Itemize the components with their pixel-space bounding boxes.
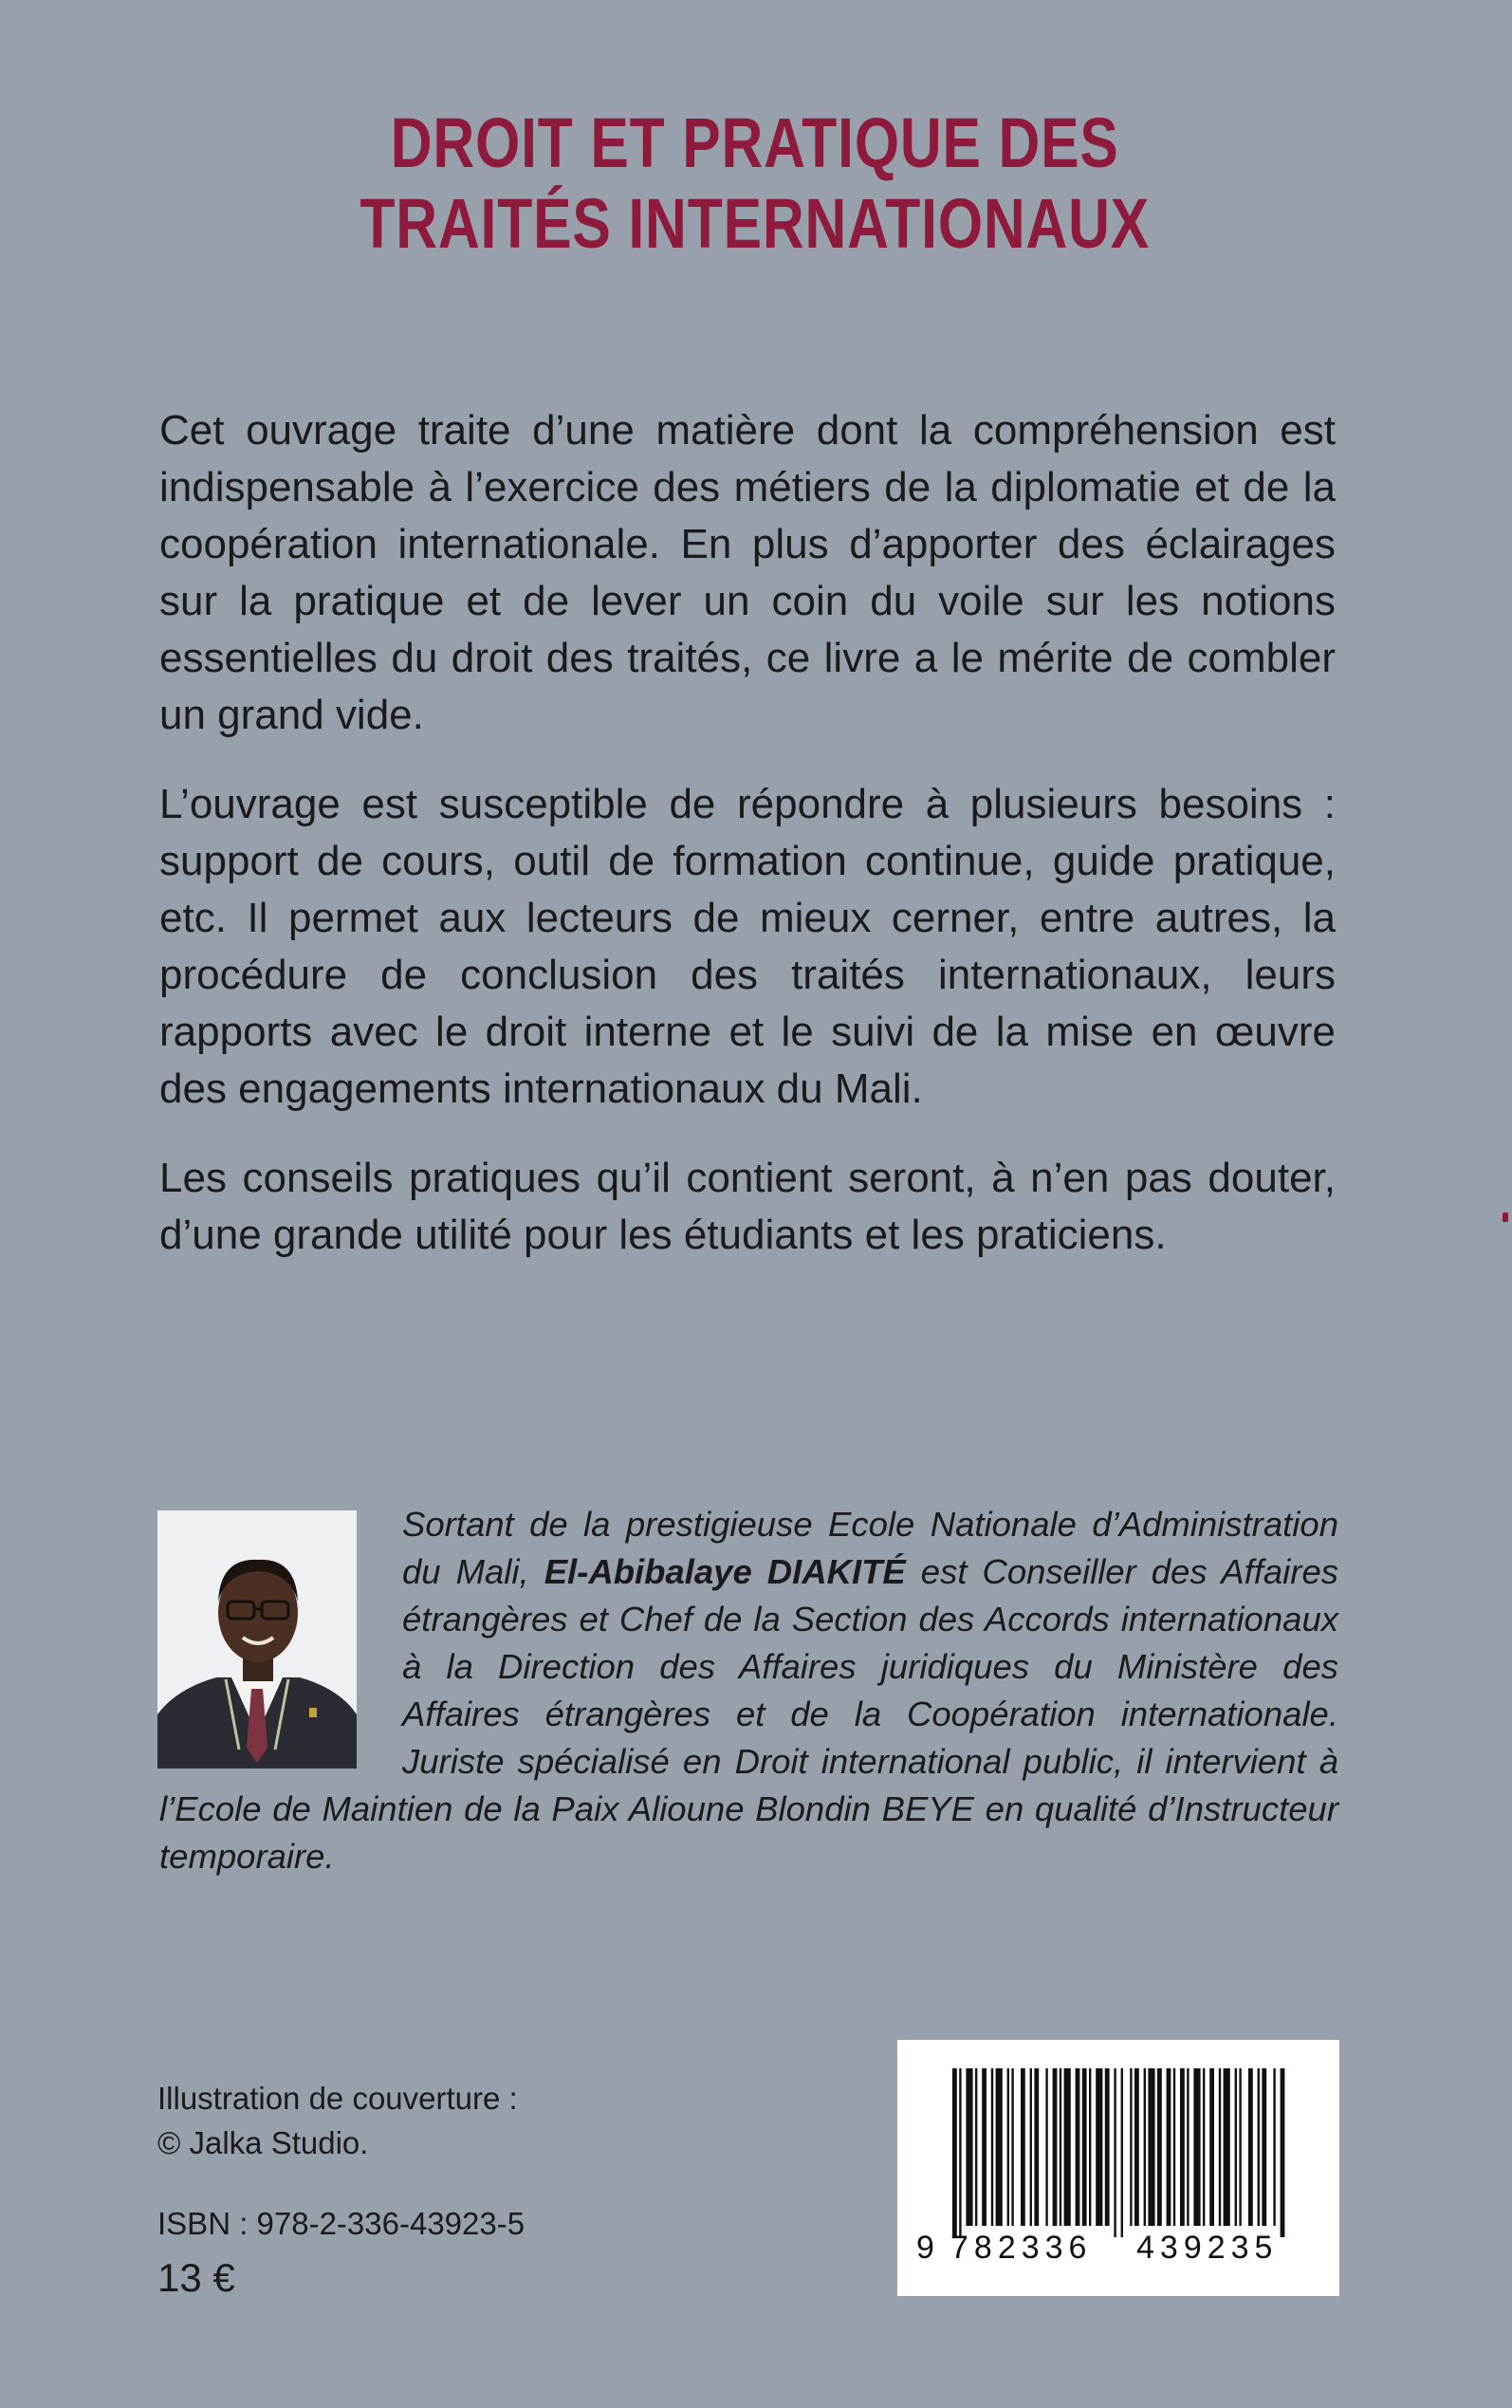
barcode-bar (1273, 2068, 1275, 2226)
barcode-bar (1089, 2068, 1091, 2226)
barcode-bar (1034, 2068, 1039, 2226)
barcode-bar (1209, 2068, 1214, 2226)
synopsis-paragraph-2: L’ouvrage est susceptible de répondre à plusieurs besoins : support de cours, outil de formation continue, guide pratique, etc. Il permet aux lecteurs de mieux cerner, entre autres, la procédure de conclusion des traités internationaux, leurs rapports avec le droit interne et le suivi de la mise en œuvre des engagements internationaux du Mali. (159, 781, 1336, 1112)
barcode-bar (1134, 2068, 1139, 2226)
barcode-bar (1007, 2068, 1009, 2226)
barcode-icon (897, 2040, 1339, 2296)
author-bio (159, 1501, 1338, 1880)
barcode-bar (1203, 2068, 1205, 2226)
barcode-bar (1076, 2068, 1080, 2226)
barcode-bar (1187, 2068, 1189, 2226)
barcode-bar (1060, 2068, 1061, 2226)
barcode-lead-digit: 9 (916, 2230, 934, 2266)
synopsis-paragraph-3: Les conseils pratiques qu’il contient seront, à n’en pas douter, d’une grande utilité pour les étudiants et les praticiens. (159, 1155, 1336, 1258)
credits-line-2: © Jalka Studio. (157, 2125, 369, 2160)
barcode-bar (982, 2068, 986, 2226)
bio-text-end: est Conseiller des Affaires étrangères et Chef de la Section des Accords internationaux à la Direction des Affaires juridiques du Ministère des Affaires étrangères et de la Coopération internationale. Juriste spécialisé en Droit international public, il intervient à l’Ecole de Maintien de la Paix Alioune Blondin BEYE en qualité d’Instructeur temporaire. (159, 1552, 1338, 1876)
barcode-bar (1173, 2068, 1175, 2226)
barcode-bar (1219, 2068, 1221, 2226)
barcode-bar (1045, 2068, 1047, 2226)
title-line-1: DROIT ET PRATIQUE DES (390, 103, 1119, 182)
barcode-bar (966, 2068, 972, 2226)
synopsis (159, 402, 1336, 1264)
barcode-bar (1105, 2068, 1110, 2226)
barcode-bar (975, 2068, 977, 2226)
barcode-bar (1167, 2068, 1171, 2226)
barcode-bar (1157, 2068, 1162, 2226)
barcode-bar (952, 2068, 957, 2237)
barcode-bar (1180, 2068, 1185, 2226)
barcode-bar (1053, 2068, 1058, 2226)
barcode-bar (1224, 2068, 1230, 2226)
book-title (135, 102, 1374, 264)
barcode-bar (1011, 2068, 1013, 2226)
barcode-bar (1258, 2068, 1260, 2226)
barcode-bar (996, 2068, 1003, 2226)
barcode-bar (1021, 2068, 1025, 2226)
barcode-bar (1130, 2068, 1132, 2226)
barcode-bar (1144, 2068, 1146, 2226)
barcode-bar (1235, 2068, 1237, 2226)
cover-credits (157, 2076, 518, 2165)
barcode-bar (1262, 2068, 1266, 2226)
barcode-bar (1114, 2068, 1116, 2237)
barcode-bar (1064, 2068, 1071, 2226)
barcode-bar (1248, 2068, 1253, 2226)
title-line-2: TRAITÉS INTERNATIONAUX (360, 184, 1151, 263)
barcode-bar (1082, 2068, 1087, 2226)
barcode (897, 2040, 1339, 2296)
barcode-group-2: 439235 (1136, 2230, 1279, 2266)
barcode-bar (1121, 2068, 1123, 2237)
price: 13 € (157, 2255, 235, 2300)
barcode-bar (1148, 2068, 1154, 2226)
barcode-bar (1281, 2068, 1285, 2237)
barcode-bar (991, 2068, 993, 2226)
barcode-group-1: 782336 (950, 2230, 1093, 2266)
synopsis-paragraph-1: Cet ouvrage traite d’une matière dont la compréhension est indispensable à l’exercice des métiers de la diplomatie et de la coopération internationale. En plus d’apporter des éclairages sur la pratique et de lever un coin du voile sur les notions essentielles du droit des traités, ce livre a le mérite de combler un grand vide. (159, 407, 1336, 738)
barcode-bar (1030, 2068, 1032, 2226)
edge-mark (1503, 1213, 1508, 1222)
isbn: ISBN : 978-2-336-43923-5 (157, 2206, 526, 2241)
bio-text-start: Sortant de la prestigieuse Ecole Nationale d’Administration du Mali, (402, 1505, 1338, 1591)
author-name: El-Abibalaye DIAKITÉ (544, 1552, 906, 1591)
barcode-bar (1239, 2068, 1241, 2226)
credits-line-1: Illustration de couverture : (157, 2081, 518, 2116)
barcode-bar (1096, 2068, 1102, 2226)
barcode-bar (1193, 2068, 1200, 2226)
barcode-bar (959, 2068, 961, 2237)
